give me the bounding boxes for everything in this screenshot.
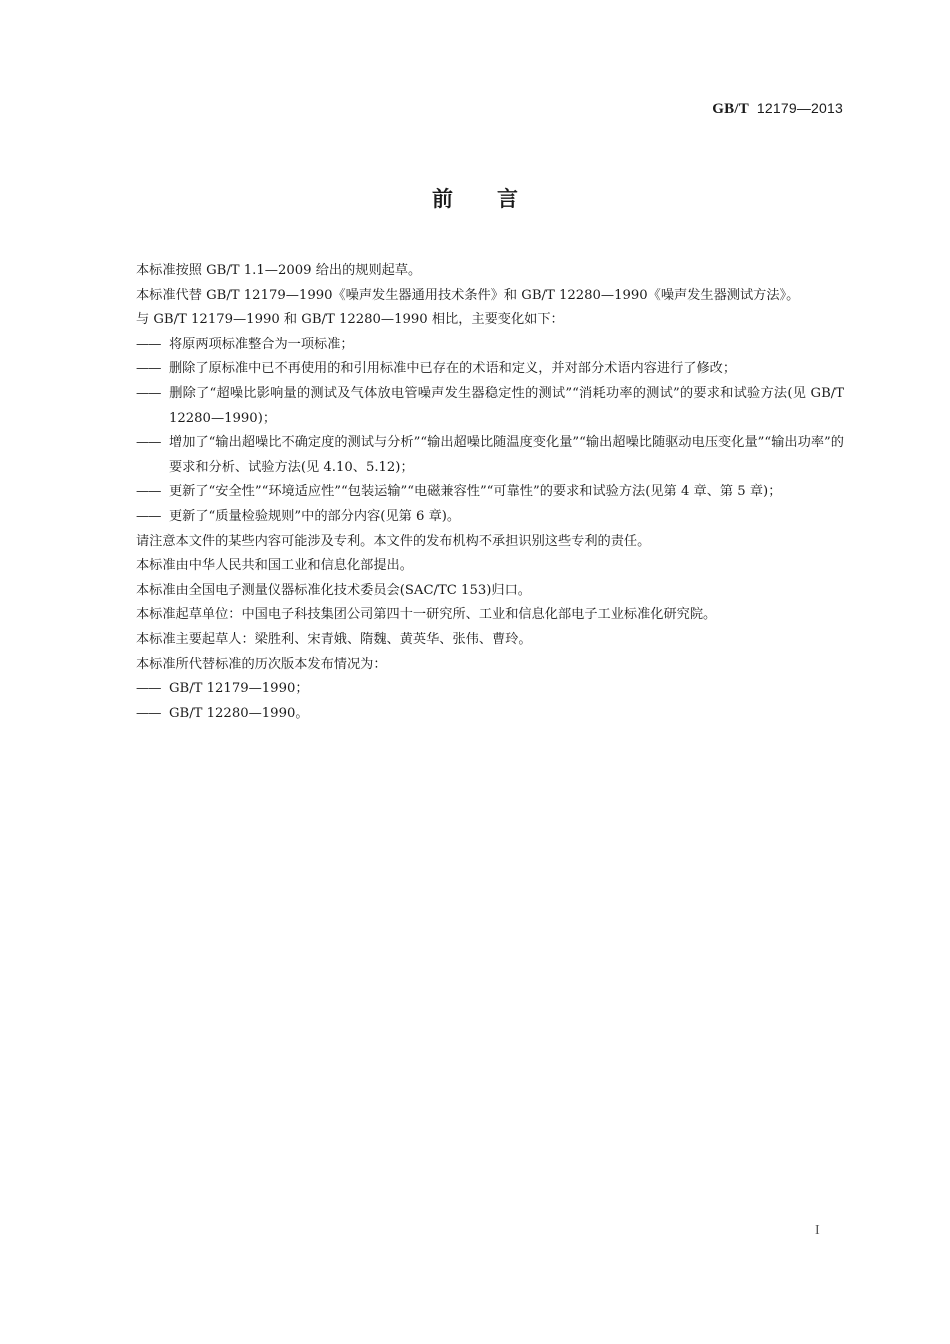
- previous-edition-text: GB/T 12179—1990；: [169, 681, 309, 697]
- change-item-text: 更新了“质量检验规则”中的部分内容(见第 6 章)。: [169, 508, 461, 524]
- change-item-text: 将原两项标准整合为一项标准；: [169, 336, 354, 352]
- em-dash-marker: ——: [136, 361, 161, 377]
- paragraph-patent-notice: 请注意本文件的某些内容可能涉及专利。本文件的发布机构不承担识别这些专利的责任。: [136, 533, 651, 549]
- em-dash-marker: ——: [136, 385, 161, 401]
- em-dash-marker: ——: [136, 705, 161, 721]
- standard-number: 12179—2013: [756, 100, 843, 116]
- change-item-text: 增加了“输出超噪比不确定度的测试与分析”“输出超噪比随温度变化量”“输出超噪比随驱动电压变化量”“输出功率”的要求和分析、试验方法(见 4.10、5.12)；: [169, 435, 844, 475]
- em-dash-marker: ——: [136, 336, 161, 352]
- standard-code-header: [712, 100, 843, 118]
- em-dash-marker: ——: [136, 484, 161, 500]
- paragraph-main-changes: 与 GB/T 12179—1990 和 GB/T 12280—1990 相比，主要变化如下：: [136, 312, 564, 328]
- change-item: [108, 357, 844, 382]
- change-item-text: 删除了原标准中已不再使用的和引用标准中已存在的术语和定义，并对部分术语内容进行了修改；: [169, 361, 737, 377]
- paragraph-under-jurisdiction: 本标准由全国电子测量仪器标准化技术委员会(SAC/TC 153)归口。: [136, 582, 531, 598]
- paragraph-replaces: 本标准代替 GB/T 12179—1990《噪声发生器通用技术条件》和 GB/T 12280—1990《噪声发生器测试方法》。: [136, 287, 800, 303]
- change-item: [108, 505, 844, 530]
- paragraph-drafting-rules: 本标准按照 GB/T 1.1—2009 给出的规则起草。: [136, 263, 422, 278]
- page-title: 前言: [432, 187, 562, 211]
- change-item: [108, 431, 844, 480]
- previous-edition-item: [108, 677, 844, 702]
- change-item: [108, 480, 844, 505]
- paragraph-drafting-units: 本标准起草单位：中国电子科技集团公司第四十一研究所、工业和信息化部电子工业标准化研究院。: [136, 607, 717, 623]
- previous-edition-text: GB/T 12280—1990。: [169, 705, 309, 721]
- paragraph-proposed-by: 本标准由中华人民共和国工业和信息化部提出。: [136, 558, 413, 574]
- previous-edition-item: [108, 702, 844, 727]
- paragraph-drafters: 本标准主要起草人：梁胜利、宋青娥、隋魏、黄英华、张伟、曹玲。: [136, 631, 532, 647]
- em-dash-marker: ——: [136, 435, 161, 451]
- em-dash-marker: ——: [136, 508, 161, 524]
- change-item-text: 删除了“超噪比影响量的测试及气体放电管噪声发生器稳定性的测试”“消耗功率的测试”的要求和试验方法(见 GB/T 12280—1990)；: [169, 385, 844, 426]
- standard-prefix: GB/T: [712, 101, 749, 117]
- change-item: [108, 333, 844, 358]
- em-dash-marker: ——: [136, 681, 161, 697]
- change-item-text: 更新了“安全性”“环境适应性”“包装运输”“电磁兼容性”“可靠性”的要求和试验方法(见第 4 章、第 5 章)；: [169, 484, 782, 500]
- paragraph-previous-editions: 本标准所代替标准的历次版本发布情况为：: [136, 656, 387, 672]
- document-body: [108, 259, 844, 726]
- change-item: [108, 382, 844, 431]
- page-number: I: [815, 1223, 820, 1238]
